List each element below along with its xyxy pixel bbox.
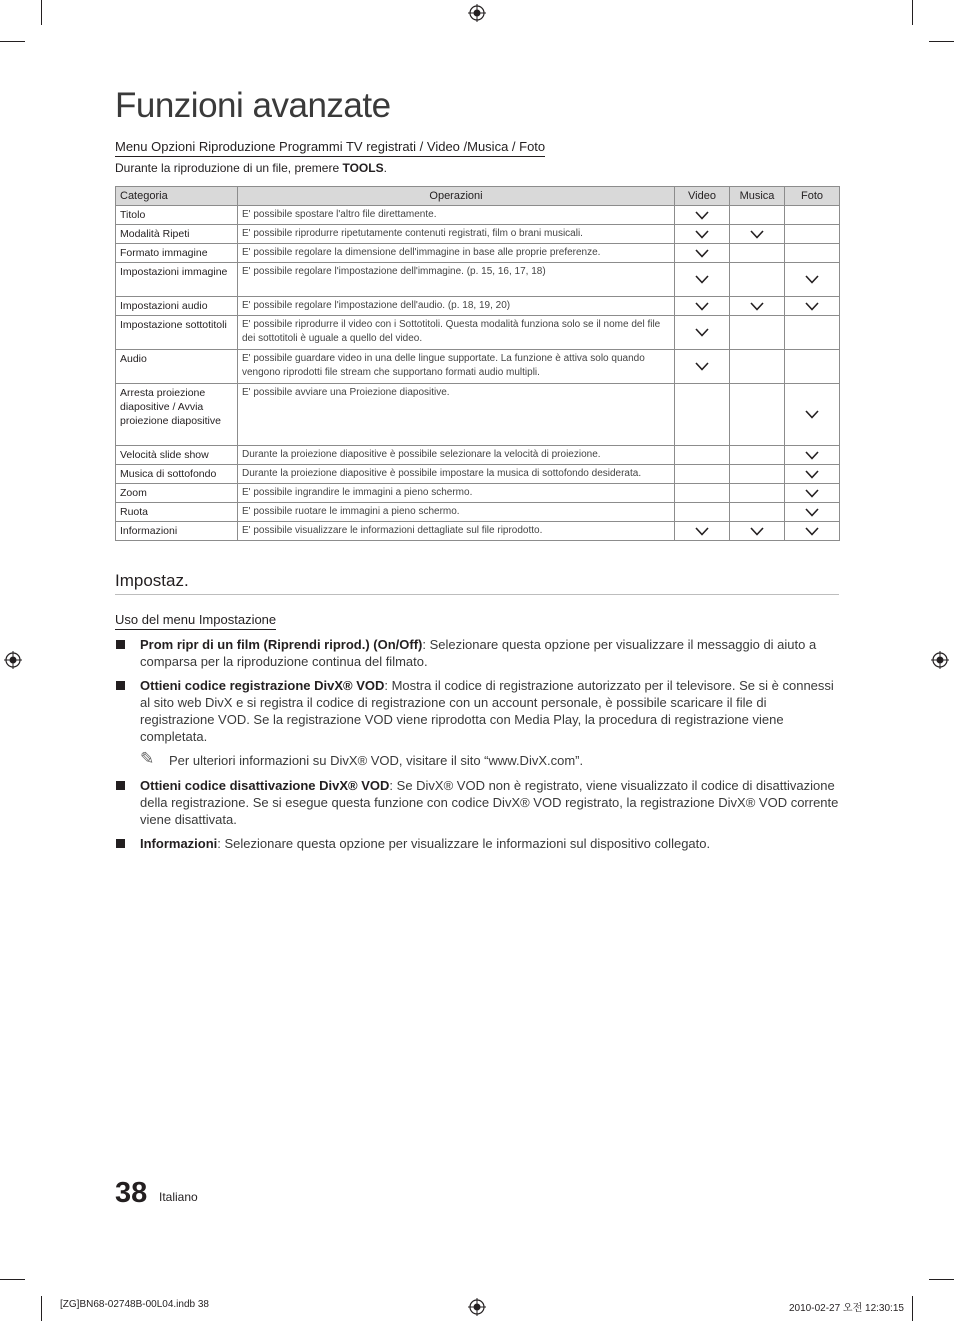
note-pencil-icon: ✎ <box>140 749 155 768</box>
check-icon <box>695 211 709 220</box>
cell-music <box>730 384 785 446</box>
item-text: : Selezionare questa opzione per visualizzare il messaggio di aiuto a comparsa per la riproduzione continua del filmato. <box>140 637 817 669</box>
section-title-impostaz: Impostaz. <box>115 571 839 595</box>
page-title: Funzioni avanzate <box>115 86 391 125</box>
check-icon <box>805 410 819 419</box>
row-operation: E' possibile visualizzare le informazioni dettagliate sul file riprodotto. <box>238 522 675 541</box>
check-icon <box>695 230 709 239</box>
table-row <box>116 384 840 446</box>
cell-music <box>730 484 785 503</box>
row-category: Modalità Ripeti <box>116 225 238 244</box>
cell-video <box>675 244 730 263</box>
cell-photo <box>785 350 840 384</box>
cell-photo <box>785 206 840 225</box>
check-icon <box>695 302 709 311</box>
item-text: : Selezionare questa opzione per visualizzare le informazioni sul dispositivo collegato. <box>217 836 711 851</box>
table-row <box>116 244 840 263</box>
table-row <box>116 522 840 541</box>
table-row <box>116 206 840 225</box>
row-category: Zoom <box>116 484 238 503</box>
table-subheading: Menu Opzioni Riproduzione Programmi TV registrati / Video /Musica / Foto <box>115 139 545 157</box>
check-icon <box>805 470 819 479</box>
crop-mark <box>41 0 42 25</box>
check-icon <box>695 275 709 284</box>
cell-music <box>730 522 785 541</box>
tools-key: TOOLS <box>342 161 384 175</box>
square-bullet-icon <box>116 681 125 690</box>
row-operation: Durante la proiezione diapositive è possibile selezionare la velocità di proiezione. <box>238 446 675 465</box>
row-operation: E' possibile regolare l'impostazione dell'audio. (p. 18, 19, 20) <box>238 297 675 316</box>
table-row <box>116 350 840 384</box>
registration-mark-icon <box>468 1298 486 1316</box>
check-icon <box>805 275 819 284</box>
row-operation: E' possibile regolare la dimensione dell'immagine in base alle proprie preferenze. <box>238 244 675 263</box>
cell-photo <box>785 244 840 263</box>
cell-photo <box>785 225 840 244</box>
cell-video <box>675 484 730 503</box>
cell-video <box>675 503 730 522</box>
row-operation: E' possibile riprodurre il video con i Sottotitoli. Questa modalità funziona solo se il nome del file dei sottotitoli è uguale a quello del video. <box>238 316 675 350</box>
item-text: : Se DivX® VOD non è registrato, viene visualizzato il codice di disattivazione della registrazione. Se si esegue questa funzione con codice DivX® VOD registrato, la registrazione DivX® VOD corrente viene disattivata. <box>140 778 839 827</box>
cell-video <box>675 384 730 446</box>
cell-music <box>730 206 785 225</box>
cell-photo <box>785 316 840 350</box>
cell-photo <box>785 503 840 522</box>
check-icon <box>805 489 819 498</box>
item-text: : Mostra il codice di registrazione autorizzato per il televisore. Se si è connessi al sito web DivX e si registra il codice di registrazione con un account personale, è possibile scaricare il file di registrazione VOD. Se la registrazione VOD viene riprodotta con Media Play, la procedura di registrazione viene completata. <box>140 678 834 744</box>
check-icon <box>695 362 709 371</box>
cell-photo <box>785 484 840 503</box>
list-item <box>115 636 839 670</box>
check-icon <box>805 302 819 311</box>
row-operation: E' possibile regolare l'impostazione dell'immagine. (p. 15, 16, 17, 18) <box>238 263 675 297</box>
cell-music <box>730 503 785 522</box>
crop-mark <box>912 0 913 25</box>
header-music: Musica <box>730 187 785 206</box>
page-number: 38 <box>115 1177 148 1209</box>
row-operation: E' possibile avviare una Proiezione diapositive. <box>238 384 675 446</box>
cell-video <box>675 263 730 297</box>
cell-video <box>675 297 730 316</box>
cell-video <box>675 350 730 384</box>
item-term: Ottieni codice disattivazione DivX® VOD <box>140 778 390 793</box>
table-header-row <box>116 187 840 206</box>
cell-photo <box>785 465 840 484</box>
crop-mark <box>929 41 954 42</box>
row-category: Musica di sottofondo <box>116 465 238 484</box>
row-category: Titolo <box>116 206 238 225</box>
crop-mark <box>0 1279 25 1280</box>
row-operation: E' possibile ingrandire le immagini a pieno schermo. <box>238 484 675 503</box>
cell-music <box>730 297 785 316</box>
note <box>115 749 839 769</box>
table-row <box>116 225 840 244</box>
row-category: Impostazione sottotitoli <box>116 316 238 350</box>
check-icon <box>805 527 819 536</box>
cell-photo <box>785 263 840 297</box>
cell-video <box>675 465 730 484</box>
header-video: Video <box>675 187 730 206</box>
intro-text: Durante la riproduzione di un file, premere TOOLS. <box>115 161 387 175</box>
registration-mark-icon <box>468 4 486 22</box>
list-item <box>115 835 839 852</box>
crop-mark <box>0 41 25 42</box>
cell-video <box>675 522 730 541</box>
square-bullet-icon <box>116 839 125 848</box>
row-category: Impostazioni immagine <box>116 263 238 297</box>
item-term: Prom ripr di un film (Riprendi riprod.) (On/Off) <box>140 637 423 652</box>
note-text: Per ulteriori informazioni su DivX® VOD, visitare il sito “www.DivX.com”. <box>169 753 584 768</box>
header-operations: Operazioni <box>238 187 675 206</box>
crop-mark <box>912 1296 913 1321</box>
list-item <box>115 677 839 745</box>
header-category: Categoria <box>116 187 238 206</box>
cell-music <box>730 316 785 350</box>
row-operation: E' possibile spostare l'altro file direttamente. <box>238 206 675 225</box>
cell-video <box>675 225 730 244</box>
check-icon <box>750 230 764 239</box>
cell-photo <box>785 522 840 541</box>
table-row <box>116 465 840 484</box>
row-category: Formato immagine <box>116 244 238 263</box>
row-operation: E' possibile riprodurre ripetutamente contenuti registrati, film o brani musicali. <box>238 225 675 244</box>
cell-photo <box>785 297 840 316</box>
item-term: Informazioni <box>140 836 218 851</box>
item-term: Ottieni codice registrazione DivX® VOD <box>140 678 385 693</box>
cell-video <box>675 446 730 465</box>
section-subheading: Uso del menu Impostazione <box>115 612 276 630</box>
check-icon <box>805 451 819 460</box>
table-row <box>116 263 840 297</box>
row-operation: E' possibile guardare video in una delle lingue supportate. La funzione è attiva solo quando vengono riprodotti file stream che supportano formati audio multipli. <box>238 350 675 384</box>
table-row <box>116 484 840 503</box>
cell-video <box>675 316 730 350</box>
cell-music <box>730 446 785 465</box>
row-category: Arresta proiezione diapositive / Avvia proiezione diapositive <box>116 384 238 446</box>
check-icon <box>750 302 764 311</box>
row-category: Ruota <box>116 503 238 522</box>
table-row <box>116 446 840 465</box>
list-item <box>115 777 839 828</box>
check-icon <box>695 527 709 536</box>
square-bullet-icon <box>116 781 125 790</box>
check-icon <box>695 328 709 337</box>
cell-photo <box>785 446 840 465</box>
row-category: Velocità slide show <box>116 446 238 465</box>
check-icon <box>695 249 709 258</box>
cell-music <box>730 263 785 297</box>
crop-mark <box>929 1279 954 1280</box>
operations-table <box>115 186 840 541</box>
cell-music <box>730 225 785 244</box>
square-bullet-icon <box>116 640 125 649</box>
table-row <box>116 503 840 522</box>
check-icon <box>750 527 764 536</box>
row-category: Impostazioni audio <box>116 297 238 316</box>
cell-music <box>730 465 785 484</box>
print-file-info: [ZG]BN68-02748B-00L04.indb 38 <box>60 1299 209 1310</box>
cell-music <box>730 244 785 263</box>
table-row <box>116 316 840 350</box>
registration-mark-icon <box>931 651 949 669</box>
header-photo: Foto <box>785 187 840 206</box>
crop-mark <box>41 1296 42 1321</box>
settings-list <box>115 636 839 859</box>
cell-photo <box>785 384 840 446</box>
print-timestamp: 2010-02-27 오전 12:30:15 <box>789 1303 904 1314</box>
check-icon <box>805 508 819 517</box>
registration-mark-icon <box>4 651 22 669</box>
row-operation: Durante la proiezione diapositive è possibile impostare la musica di sottofondo desiderata. <box>238 465 675 484</box>
cell-music <box>730 350 785 384</box>
cell-video <box>675 206 730 225</box>
row-category: Informazioni <box>116 522 238 541</box>
row-operation: E' possibile ruotare le immagini a pieno schermo. <box>238 503 675 522</box>
page-language: Italiano <box>159 1190 198 1204</box>
row-category: Audio <box>116 350 238 384</box>
table-row <box>116 297 840 316</box>
